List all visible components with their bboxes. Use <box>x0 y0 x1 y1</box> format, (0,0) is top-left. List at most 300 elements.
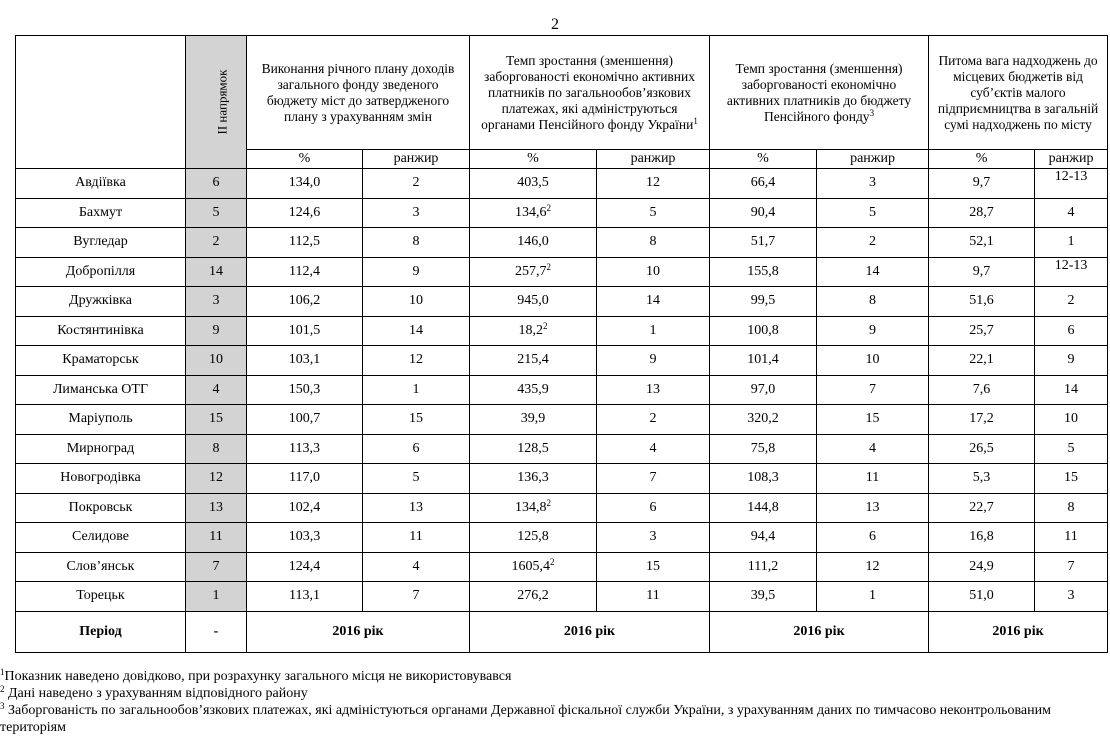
direction-cell <box>186 346 247 376</box>
pf-debt-rank-cell-value: 4 <box>869 440 877 456</box>
small-business-rank-cell <box>1035 316 1108 346</box>
plan-rank-cell <box>363 316 470 346</box>
plan-rank-cell-value: 6 <box>412 440 420 456</box>
pension-debt-pct-cell-value: 125,8 <box>517 529 549 545</box>
pf-debt-pct-cell-value: 155,8 <box>747 263 779 279</box>
footnote-2-text: Дані наведено з урахуванням відповідного району <box>4 686 308 701</box>
pension-debt-pct-cell <box>470 316 597 346</box>
pf-debt-pct-cell <box>710 582 817 612</box>
pension-debt-rank-cell <box>597 405 710 435</box>
pension-debt-rank-cell <box>597 464 710 494</box>
pension-debt-pct-cell <box>470 375 597 405</box>
footnote-2-sup: 2 <box>0 684 5 694</box>
pension-debt-rank-cell <box>597 316 710 346</box>
pf-debt-rank-cell-value: 15 <box>865 411 880 427</box>
pf-debt-pct-cell-value: 111,2 <box>747 558 779 574</box>
col3-header-sup: 3 <box>869 107 875 118</box>
city-cell <box>16 375 186 405</box>
small-business-rank-cell-value: 12-13 <box>1054 169 1088 184</box>
plan-pct-cell <box>247 198 363 228</box>
footnote-3-sup: 3 <box>0 701 5 711</box>
pf-debt-pct-cell-value: 66,4 <box>750 175 776 191</box>
col3-pct-header: % <box>710 150 817 169</box>
pf-debt-pct-cell <box>710 257 817 287</box>
pf-debt-rank-cell <box>817 287 929 317</box>
table-row <box>16 552 1108 582</box>
pf-debt-rank-cell <box>817 346 929 376</box>
small-business-rank-cell-value: 8 <box>1067 499 1075 515</box>
small-business-rank-cell-value: 14 <box>1064 381 1079 397</box>
plan-pct-cell <box>247 493 363 523</box>
direction-cell <box>186 405 247 435</box>
pension-debt-rank-cell-value: 6 <box>649 499 657 515</box>
small-business-rank-cell <box>1035 198 1108 228</box>
footnotes <box>0 668 1110 736</box>
table-row <box>16 582 1108 612</box>
footnote-marker: 2 <box>546 261 551 272</box>
small-business-pct-cell <box>929 198 1035 228</box>
period-col1: 2016 рік <box>247 611 470 652</box>
small-business-pct-cell-value: 7,6 <box>972 381 991 397</box>
pension-debt-pct-cell-value: 128,5 <box>517 440 549 456</box>
col4-pct-header: % <box>929 150 1035 169</box>
plan-pct-cell-value: 102,4 <box>288 499 321 515</box>
pension-debt-rank-cell <box>597 257 710 287</box>
col3-rank-header: ранжир <box>817 150 929 169</box>
pension-debt-rank-cell-value: 10 <box>646 263 660 279</box>
plan-pct-cell-value: 103,1 <box>288 352 321 368</box>
pf-debt-rank-cell-value: 10 <box>865 352 880 368</box>
direction-cell-value: 3 <box>212 293 220 309</box>
col4-header: Питома вага надходжень до місцевих бюджетів від суб’єктів малого підприємництва в загальній сумі надходжень по місту <box>929 36 1108 150</box>
footnote-3 <box>0 702 1110 736</box>
plan-pct-cell <box>247 434 363 464</box>
pension-debt-pct-cell-value: 136,3 <box>517 470 549 486</box>
plan-rank-cell-value: 14 <box>409 322 423 338</box>
city-cell <box>16 405 186 435</box>
small-business-pct-cell <box>929 552 1035 582</box>
pension-debt-pct-cell-value: 134,8 <box>515 499 547 515</box>
direction-cell-value: 8 <box>212 440 220 456</box>
col2-header-sup: 1 <box>693 115 698 126</box>
plan-pct-cell-value: 117,0 <box>289 470 320 486</box>
small-business-rank-cell-value: 12-13 <box>1054 257 1088 273</box>
pf-debt-pct-cell <box>710 228 817 258</box>
direction-cell <box>186 316 247 346</box>
table-row <box>16 316 1108 346</box>
pension-debt-pct-cell-value: 146,0 <box>517 234 549 250</box>
pension-debt-rank-cell-value: 7 <box>649 470 657 486</box>
pension-debt-rank-cell-value: 15 <box>646 558 660 574</box>
small-business-rank-cell <box>1035 405 1108 435</box>
pf-debt-rank-cell-value: 7 <box>869 381 877 397</box>
pf-debt-rank-cell <box>817 228 929 258</box>
pension-debt-rank-cell-value: 8 <box>649 234 657 250</box>
pf-debt-pct-cell-value: 75,8 <box>750 440 776 456</box>
small-business-pct-cell <box>929 316 1035 346</box>
small-business-rank-cell-value: 11 <box>1064 529 1078 545</box>
small-business-rank-cell <box>1035 464 1108 494</box>
small-business-rank-cell <box>1035 346 1108 376</box>
period-col2: 2016 рік <box>470 611 710 652</box>
pension-debt-pct-cell <box>470 523 597 553</box>
direction-header-label: ІІ напрямок <box>214 69 230 135</box>
plan-pct-cell-value: 106,2 <box>288 293 321 309</box>
table-row <box>16 523 1108 553</box>
small-business-pct-cell-value: 26,5 <box>969 440 994 456</box>
pf-debt-rank-cell <box>817 523 929 553</box>
pension-debt-pct-cell <box>470 464 597 494</box>
plan-pct-cell-value: 101,5 <box>288 322 321 338</box>
pf-debt-rank-cell-value: 11 <box>865 470 880 486</box>
small-business-rank-cell-value: 10 <box>1064 411 1079 427</box>
col1-pct-header: % <box>247 150 363 169</box>
pension-debt-pct-cell-value: 39,9 <box>520 411 546 427</box>
plan-rank-cell <box>363 523 470 553</box>
direction-cell-value: 11 <box>209 529 223 545</box>
pension-debt-pct-cell <box>470 493 597 523</box>
city-cell-value: Бахмут <box>78 204 123 220</box>
small-business-rank-cell <box>1035 582 1108 612</box>
pension-debt-pct-cell-value: 435,9 <box>517 381 549 397</box>
pf-debt-pct-cell-value: 108,3 <box>747 470 779 486</box>
pension-debt-pct-cell <box>470 228 597 258</box>
pension-debt-pct-cell-value: 134,6 <box>515 204 547 220</box>
col4-rank-header: ранжир <box>1035 150 1108 169</box>
direction-cell <box>186 523 247 553</box>
col2-header <box>470 36 710 150</box>
city-cell <box>16 316 186 346</box>
pension-debt-pct-cell-value: 257,7 <box>515 263 547 279</box>
plan-rank-cell-value: 8 <box>412 234 420 250</box>
direction-cell-value: 9 <box>212 322 220 338</box>
small-business-rank-cell-value: 15 <box>1064 470 1079 486</box>
pension-debt-rank-cell-value: 3 <box>649 529 657 545</box>
pf-debt-rank-cell-value: 1 <box>869 588 877 604</box>
city-cell-value: Мирноград <box>66 440 135 456</box>
small-business-pct-cell <box>929 523 1035 553</box>
pf-debt-pct-cell <box>710 375 817 405</box>
pension-debt-rank-cell-value: 14 <box>646 293 660 309</box>
pension-debt-rank-cell <box>597 346 710 376</box>
pension-debt-pct-cell-value: 945,0 <box>517 293 549 309</box>
small-business-rank-cell <box>1035 552 1108 582</box>
city-cell-value: Новогродівка <box>60 470 141 486</box>
pf-debt-pct-cell-value: 101,4 <box>747 352 779 368</box>
pf-debt-pct-cell <box>710 346 817 376</box>
plan-pct-cell <box>247 523 363 553</box>
pf-debt-rank-cell-value: 14 <box>865 263 880 279</box>
city-cell-value: Слов’янськ <box>66 558 135 574</box>
plan-rank-cell-value: 5 <box>412 470 420 486</box>
city-cell-value: Авдіївка <box>75 175 126 191</box>
period-label: Період <box>16 611 186 652</box>
small-business-pct-cell-value: 22,7 <box>969 499 994 515</box>
table-row <box>16 464 1108 494</box>
pension-debt-pct-cell <box>470 198 597 228</box>
pf-debt-rank-cell-value: 3 <box>869 175 877 191</box>
pf-debt-rank-cell <box>817 434 929 464</box>
pension-debt-rank-cell <box>597 375 710 405</box>
small-business-pct-cell <box>929 493 1035 523</box>
pension-debt-rank-cell-value: 2 <box>649 411 657 427</box>
plan-pct-cell <box>247 169 363 199</box>
pension-debt-rank-cell <box>597 169 710 199</box>
small-business-pct-cell-value: 16,8 <box>969 529 994 545</box>
city-cell-value: Лиманська ОТГ <box>52 381 149 397</box>
pension-debt-pct-cell <box>470 582 597 612</box>
small-business-rank-cell <box>1035 169 1108 199</box>
city-cell <box>16 552 186 582</box>
plan-pct-cell-value: 134,0 <box>288 175 321 191</box>
small-business-rank-cell-value: 3 <box>1067 588 1075 604</box>
table-row <box>16 346 1108 376</box>
pension-debt-rank-cell <box>597 552 710 582</box>
city-cell-value: Селидове <box>71 529 130 545</box>
small-business-pct-cell-value: 28,7 <box>969 204 994 220</box>
city-cell <box>16 493 186 523</box>
small-business-pct-cell <box>929 464 1035 494</box>
city-cell <box>16 287 186 317</box>
small-business-rank-cell-value: 6 <box>1067 322 1075 338</box>
pension-debt-pct-cell <box>470 346 597 376</box>
plan-rank-cell-value: 15 <box>409 411 423 427</box>
pf-debt-pct-cell <box>710 198 817 228</box>
pf-debt-pct-cell-value: 90,4 <box>750 204 776 220</box>
city-cell-value: Костянтинівка <box>57 322 144 338</box>
direction-cell <box>186 257 247 287</box>
table-row <box>16 287 1108 317</box>
small-business-pct-cell-value: 52,1 <box>969 234 994 250</box>
direction-cell-value: 2 <box>212 234 220 250</box>
small-business-rank-cell-value: 9 <box>1067 352 1075 368</box>
ranking-table <box>15 35 1108 653</box>
plan-pct-cell-value: 112,4 <box>289 263 320 279</box>
small-business-pct-cell <box>929 434 1035 464</box>
small-business-rank-cell-value: 7 <box>1067 558 1075 574</box>
plan-pct-cell-value: 150,3 <box>288 381 321 397</box>
plan-rank-cell-value: 1 <box>412 381 420 397</box>
small-business-rank-cell <box>1035 287 1108 317</box>
small-business-pct-cell-value: 24,9 <box>969 558 994 574</box>
pf-debt-pct-cell <box>710 523 817 553</box>
small-business-rank-cell <box>1035 228 1108 258</box>
plan-rank-cell <box>363 228 470 258</box>
pf-debt-pct-cell-value: 51,7 <box>750 234 776 250</box>
pension-debt-pct-cell <box>470 169 597 199</box>
plan-pct-cell <box>247 316 363 346</box>
pf-debt-rank-cell <box>817 405 929 435</box>
pf-debt-rank-cell-value: 12 <box>865 558 880 574</box>
pf-debt-pct-cell <box>710 316 817 346</box>
direction-cell-value: 14 <box>209 263 223 279</box>
footnote-marker: 2 <box>546 497 551 508</box>
small-business-pct-cell-value: 9,7 <box>972 263 991 279</box>
plan-pct-cell <box>247 375 363 405</box>
pension-debt-rank-cell <box>597 493 710 523</box>
small-business-rank-cell-value: 2 <box>1067 293 1075 309</box>
plan-pct-cell <box>247 346 363 376</box>
plan-rank-cell-value: 7 <box>412 588 420 604</box>
direction-cell-value: 5 <box>212 204 220 220</box>
pf-debt-rank-cell-value: 9 <box>869 322 877 338</box>
pf-debt-pct-cell-value: 94,4 <box>750 529 776 545</box>
small-business-pct-cell <box>929 375 1035 405</box>
period-direction: - <box>186 611 247 652</box>
plan-rank-cell <box>363 493 470 523</box>
city-cell-value: Маріуполь <box>68 411 133 427</box>
city-cell <box>16 346 186 376</box>
pf-debt-rank-cell-value: 2 <box>869 234 877 250</box>
small-business-rank-cell <box>1035 523 1108 553</box>
city-cell <box>16 198 186 228</box>
pension-debt-pct-cell-value: 18,2 <box>518 322 543 338</box>
plan-pct-cell <box>247 552 363 582</box>
pf-debt-pct-cell <box>710 434 817 464</box>
plan-pct-cell <box>247 582 363 612</box>
plan-pct-cell-value: 124,4 <box>288 558 321 574</box>
pension-debt-rank-cell-value: 4 <box>649 440 657 456</box>
direction-cell-value: 10 <box>209 352 223 368</box>
page-number: 2 <box>551 16 559 33</box>
pf-debt-rank-cell-value: 13 <box>865 499 880 515</box>
city-cell <box>16 228 186 258</box>
table-row <box>16 257 1108 287</box>
plan-pct-cell-value: 113,3 <box>289 440 320 456</box>
pf-debt-pct-cell-value: 320,2 <box>747 411 779 427</box>
plan-rank-cell-value: 13 <box>409 499 423 515</box>
pension-debt-pct-cell-value: 403,5 <box>517 175 549 191</box>
pension-debt-pct-cell <box>470 434 597 464</box>
period-col3: 2016 рік <box>710 611 929 652</box>
footnote-1-text: Показник наведено довідково, при розрахунку загального місця не використовувався <box>4 669 512 684</box>
col1-header: Виконання річного плану доходів загального фонду зведеного бюджету міст до затвердженого плану з урахуванням змін <box>247 36 470 150</box>
plan-pct-cell <box>247 464 363 494</box>
direction-cell-value: 7 <box>212 558 220 574</box>
small-business-rank-cell <box>1035 375 1108 405</box>
direction-cell <box>186 169 247 199</box>
small-business-rank-cell-value: 4 <box>1067 204 1075 220</box>
city-cell-value: Добропілля <box>65 263 136 279</box>
pf-debt-rank-cell <box>817 582 929 612</box>
city-cell <box>16 434 186 464</box>
pension-debt-rank-cell <box>597 228 710 258</box>
small-business-rank-cell <box>1035 257 1108 287</box>
footnote-2 <box>0 685 1110 702</box>
direction-cell <box>186 375 247 405</box>
direction-cell <box>186 582 247 612</box>
col1-rank-header: ранжир <box>363 150 470 169</box>
small-business-rank-cell-value: 1 <box>1067 234 1075 250</box>
city-cell <box>16 523 186 553</box>
pension-debt-pct-cell-value: 276,2 <box>517 588 549 604</box>
plan-rank-cell-value: 12 <box>409 352 423 368</box>
small-business-pct-cell-value: 17,2 <box>969 411 994 427</box>
direction-header <box>186 36 247 169</box>
table-row <box>16 228 1108 258</box>
city-cell <box>16 257 186 287</box>
pf-debt-pct-cell-value: 99,5 <box>750 293 776 309</box>
pf-debt-rank-cell-value: 6 <box>869 529 877 545</box>
plan-rank-cell-value: 9 <box>412 263 420 279</box>
pension-debt-pct-cell-value: 215,4 <box>517 352 549 368</box>
direction-cell <box>186 464 247 494</box>
plan-pct-cell <box>247 257 363 287</box>
pf-debt-rank-cell <box>817 257 929 287</box>
period-row <box>16 611 1108 652</box>
small-business-pct-cell <box>929 287 1035 317</box>
direction-cell <box>186 493 247 523</box>
pf-debt-rank-cell <box>817 198 929 228</box>
table-row <box>16 493 1108 523</box>
direction-cell <box>186 228 247 258</box>
plan-pct-cell-value: 103,3 <box>288 529 321 545</box>
plan-rank-cell <box>363 582 470 612</box>
pension-debt-rank-cell-value: 12 <box>646 175 660 191</box>
pension-debt-rank-cell <box>597 198 710 228</box>
city-cell <box>16 582 186 612</box>
plan-pct-cell-value: 113,1 <box>289 588 320 604</box>
pension-debt-rank-cell-value: 5 <box>649 204 657 220</box>
plan-pct-cell-value: 124,6 <box>288 204 321 220</box>
city-cell-value: Краматорськ <box>62 352 139 368</box>
direction-cell-value: 13 <box>209 499 223 515</box>
plan-rank-cell <box>363 552 470 582</box>
footnote-1-sup: 1 <box>0 667 5 677</box>
col2-header-label: Темп зростання (зменшення) заборгованості економічно активних платників по загальнообов’язкових платежах, які адмініструються органами Пенсійного фонду України <box>481 52 695 132</box>
pf-debt-pct-cell <box>710 464 817 494</box>
plan-pct-cell-value: 112,5 <box>289 234 320 250</box>
small-business-rank-cell <box>1035 493 1108 523</box>
city-cell-value: Торецьк <box>76 588 125 604</box>
footnote-1 <box>0 668 1110 685</box>
pension-debt-pct-cell <box>470 257 597 287</box>
pf-debt-rank-cell <box>817 493 929 523</box>
footnote-3-text: Заборгованість по загальнообов’язкових платежах, які адміністуються органами Державної фіскальної служби України, з урахуванням даних по тимчасово неконтрольованим територіям <box>0 703 1051 735</box>
pf-debt-pct-cell-value: 144,8 <box>747 499 779 515</box>
city-cell-value: Дружківка <box>69 293 132 309</box>
pf-debt-rank-cell <box>817 316 929 346</box>
city-cell <box>16 464 186 494</box>
direction-cell <box>186 287 247 317</box>
pf-debt-rank-cell <box>817 375 929 405</box>
table-row <box>16 405 1108 435</box>
pension-debt-rank-cell <box>597 523 710 553</box>
table-row <box>16 375 1108 405</box>
small-business-pct-cell <box>929 405 1035 435</box>
pf-debt-pct-cell <box>710 405 817 435</box>
small-business-pct-cell-value: 51,6 <box>969 293 994 309</box>
small-business-rank-cell-value: 5 <box>1067 440 1075 456</box>
pf-debt-rank-cell-value: 5 <box>869 204 877 220</box>
table-row <box>16 198 1108 228</box>
footnote-marker: 2 <box>543 320 548 331</box>
col2-pct-header: % <box>470 150 597 169</box>
pf-debt-rank-cell <box>817 464 929 494</box>
direction-cell-value: 6 <box>212 175 220 191</box>
plan-rank-cell-value: 3 <box>412 204 420 220</box>
plan-rank-cell <box>363 434 470 464</box>
city-header-cell <box>16 36 186 169</box>
plan-pct-cell <box>247 228 363 258</box>
plan-rank-cell <box>363 375 470 405</box>
pf-debt-pct-cell-value: 97,0 <box>750 381 776 397</box>
small-business-pct-cell-value: 51,0 <box>969 588 994 604</box>
plan-rank-cell <box>363 169 470 199</box>
small-business-rank-cell <box>1035 434 1108 464</box>
plan-rank-cell-value: 10 <box>409 293 423 309</box>
table-row <box>16 169 1108 199</box>
